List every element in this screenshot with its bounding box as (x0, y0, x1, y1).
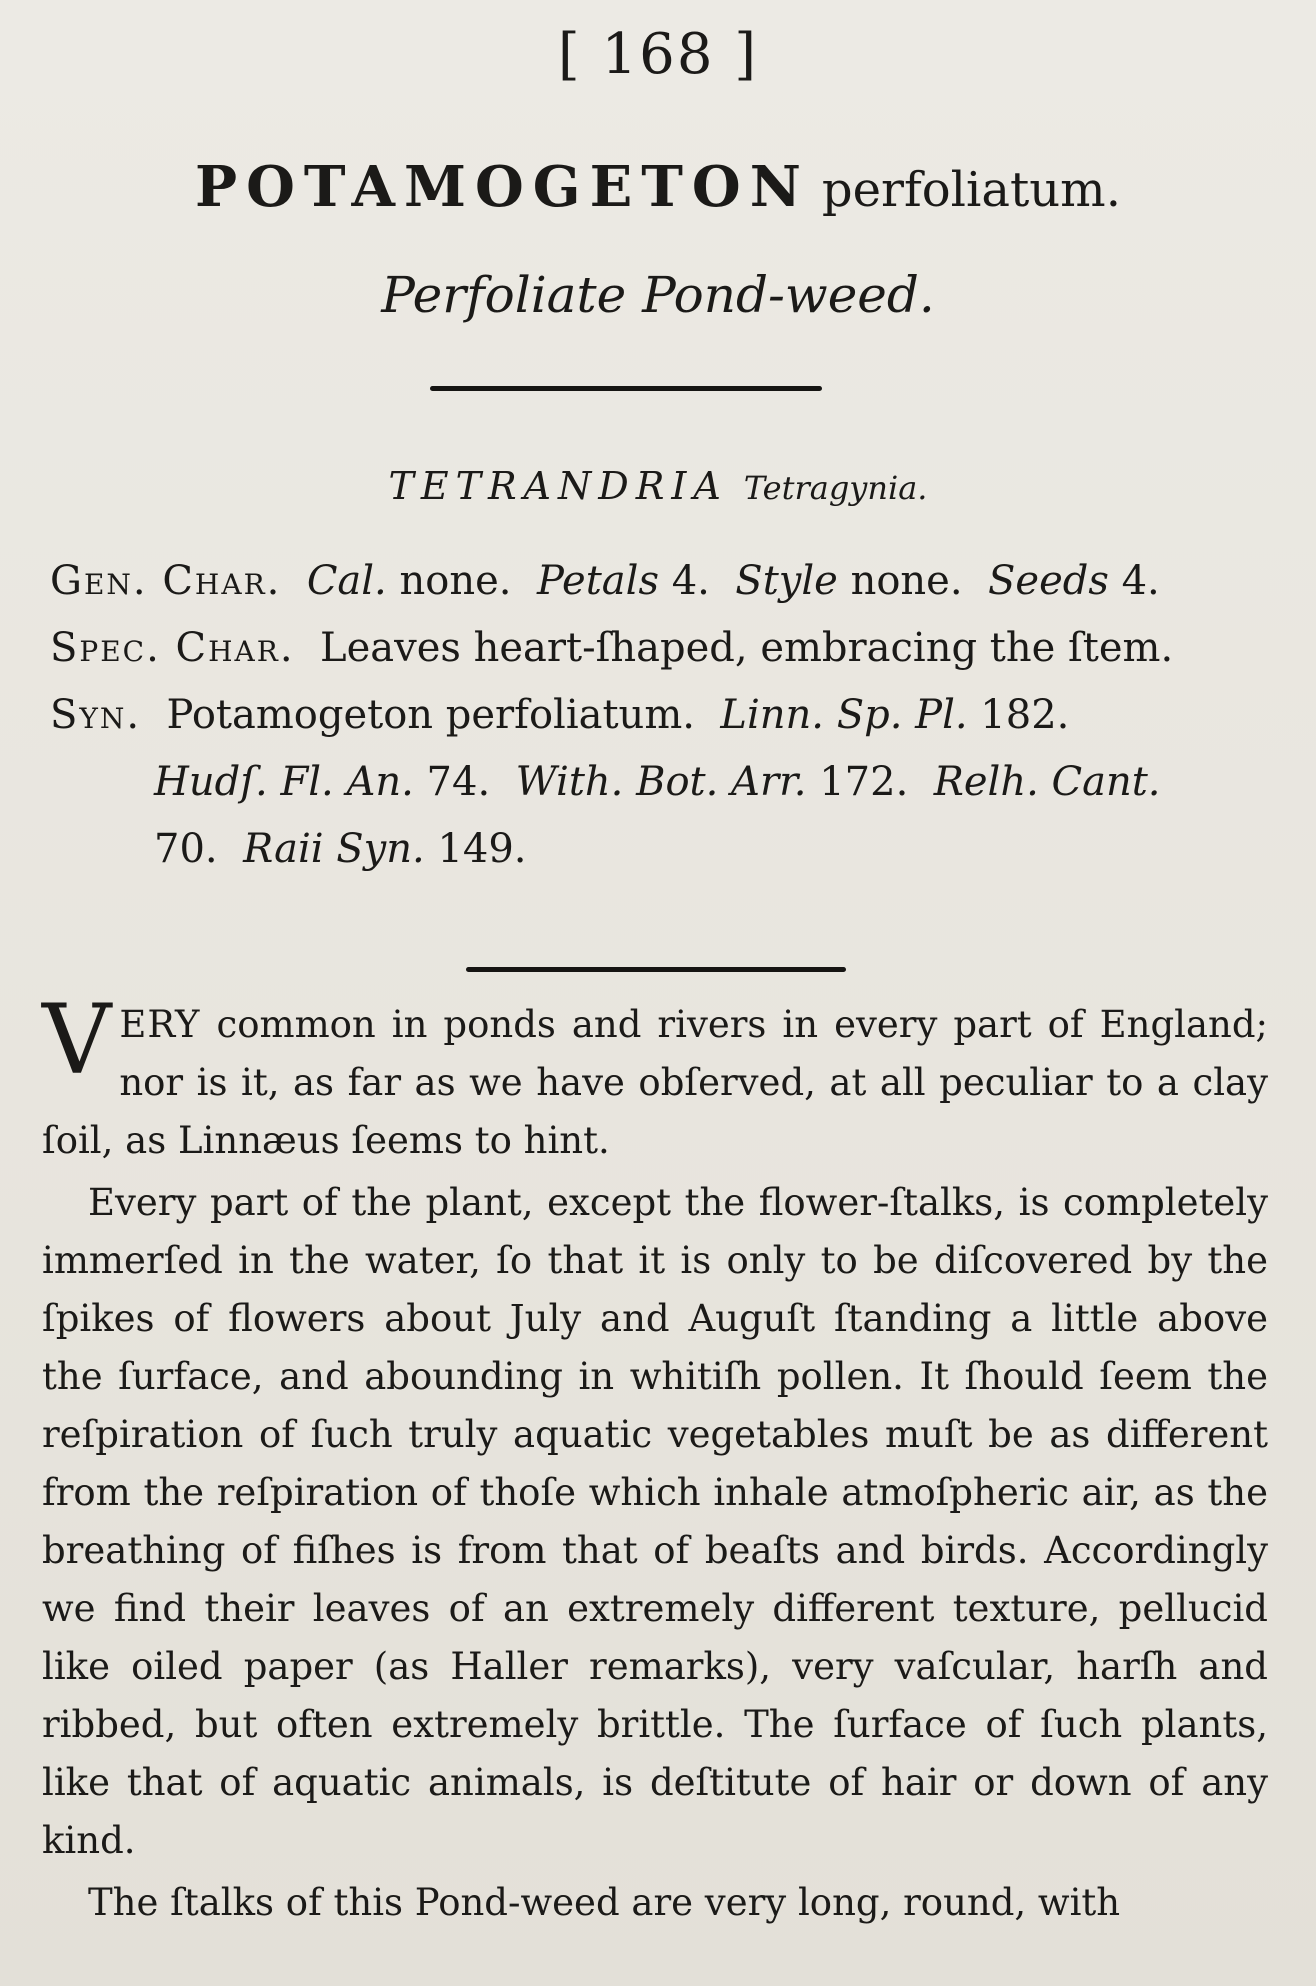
synonymy-line-cont (50, 749, 1280, 816)
gen-char-label: Gen. Char. (50, 558, 282, 604)
divider-rule (430, 386, 822, 391)
spec-char-text: Leaves heart-ſhaped, embracing the ſtem. (320, 625, 1174, 671)
spec-char-label: Spec. Char. (50, 625, 295, 671)
seeds-label: Seeds (988, 558, 1109, 604)
genus-name: POTAMOGETON (195, 154, 810, 220)
petals-label: Petals (536, 558, 659, 604)
linnaean-classification (0, 458, 1316, 522)
syn-ref-withering: With. Bot. Arr. (515, 759, 807, 805)
paragraph-1-text: common in ponds and rivers in every part of England; nor is it, as far as we have obſerved, at all peculiar to a clay ſoil, as Linnæus ſeems to hint. (42, 1003, 1269, 1162)
specific-character-line (50, 615, 1280, 682)
species-epithet: perfoliatum. (821, 162, 1121, 218)
style-label: Style (735, 558, 838, 604)
syn-ref-relhan-page: 70. (154, 826, 218, 872)
syn-ref-linnaeus: Linn. Sp. Pl. (720, 692, 968, 738)
character-block (50, 548, 1280, 883)
cal-label: Cal. (306, 558, 387, 604)
drop-cap: V (42, 984, 112, 1096)
syn-name: Potamogeton perfoliatum. (166, 692, 695, 738)
cal-value: none. (399, 558, 512, 604)
paragraph-1 (42, 984, 1269, 1170)
paragraph-2: Every part of the plant, except the flower-ſtalks, is completely immerſed in the water, ſo that it is only to be diſcovered by the ſpikes of flowers about July and Auguſt ſtanding a little above the ſurface, and abounding in whitiſh pollen. It ſhould ſeem the reſpiration of ſuch truly aquatic vegetables muſt be as different from the reſpiration of thoſe which inhale atmoſpheric air, as the breathing of fiſhes is from that of beaſts and birds. Accordingly we find their leaves of an extremely different texture, pellucid like oiled paper (as Haller remarks), very vaſcular, harſh and ribbed, but often extremely brittle. The ſurface of ſuch plants, like that of aquatic animals, is deſtitute of hair or down of any kind. (42, 1181, 1268, 1862)
syn-ref-ray: Raii Syn. (243, 826, 425, 872)
petals-value: 4. (671, 558, 710, 604)
syn-ref-relhan: Relh. Cant. (933, 759, 1161, 805)
style-value: none. (850, 558, 963, 604)
syn-label: Syn. (50, 692, 142, 738)
order-name: Tetragynia. (743, 469, 928, 507)
page-number: [ 168 ] (557, 22, 759, 87)
common-name: Perfoliate Pond-weed. (381, 266, 935, 324)
seeds-value: 4. (1121, 558, 1160, 604)
syn-ref-hudson: Hudſ. Fl. An. (154, 759, 414, 805)
syn-ref-linnaeus-page: 182. (980, 692, 1070, 738)
class-name: TETRANDRIA (388, 464, 728, 508)
species-title (0, 152, 1316, 236)
divider-rule-2 (466, 967, 846, 972)
syn-ref-hudson-page: 74. (426, 759, 491, 805)
synonymy-line (50, 682, 1280, 749)
paragraph-3: The ſtalks of this Pond-weed are very long, round, with (88, 1881, 1121, 1924)
description-text (42, 984, 1269, 1932)
synonymy-line-end (50, 816, 1280, 883)
syn-ref-withering-page: 172. (819, 759, 909, 805)
generic-character-line (50, 548, 1280, 615)
syn-ref-ray-page: 149. (437, 826, 527, 872)
lead-word: ERY (119, 1003, 201, 1046)
